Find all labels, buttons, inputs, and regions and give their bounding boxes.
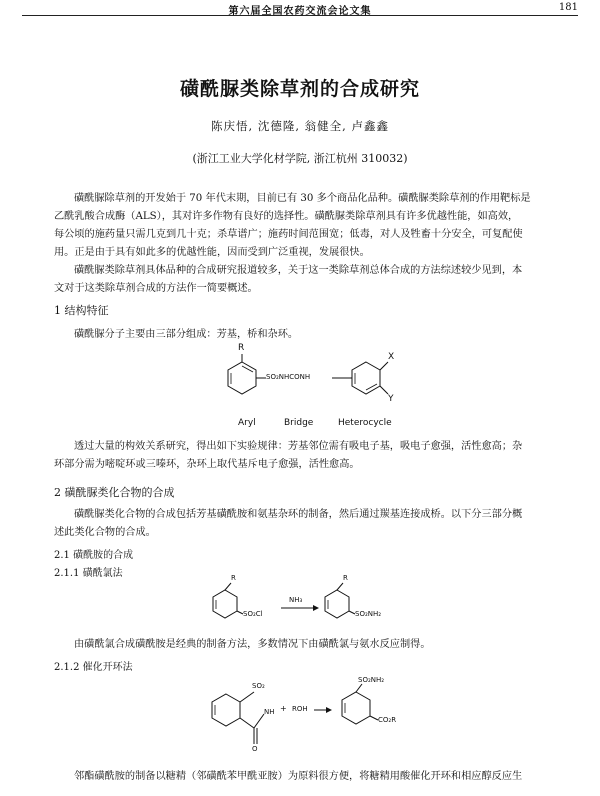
subsection-2-1-1-heading: 2.1.1 磺酰氯法 (54, 568, 123, 579)
scheme1-so2cl: SO₂Cl (243, 610, 263, 618)
section-1-heading: 1 结构特征 (54, 304, 109, 317)
running-header (22, 0, 578, 16)
text-line: 文对于这类除草剂合成的方法作一简要概述。 (54, 283, 258, 294)
label-heterocycle: Heterocycle (338, 418, 392, 428)
text-line: 乙酰乳酸合成酶（ALS），其对许多作物有良好的选择性。磺酰脲类除草剂具有许多优越性能，如高效， (54, 211, 519, 222)
subsection-2-1-2-heading: 2.1.2 催化开环法 (54, 662, 133, 673)
benzene-ring (228, 362, 256, 394)
section-2-heading: 2 磺酰脲类化合物的合成 (54, 486, 175, 499)
text-line: 由磺酰氯合成磺酰胺是经典的制备方法，多数情况下由磺酰氯与氨水反应制得。 (74, 639, 431, 650)
saccharin-ring-opening-scheme (208, 672, 408, 760)
section-2-paragraph-1 (54, 506, 550, 542)
section-1-paragraph-1 (54, 326, 550, 344)
text-line: 用。正是由于具有如此多的优越性能，因而受到广泛重视，发展很快。 (54, 247, 370, 258)
label-aryl: Aryl (238, 418, 256, 428)
text-line: 环部分需为嘧啶环或三嗪环，杂环上取代基斥电子愈强，活性愈高。 (54, 459, 360, 470)
intro-paragraph-1 (54, 190, 550, 262)
section-2-paragraph-2 (54, 636, 550, 654)
scheme2-roh: ROH (292, 705, 308, 713)
scheme2-so2nh2: SO₂NH₂ (358, 676, 385, 684)
scheme1-r-left: R (231, 574, 236, 582)
text-line: 磺酰脲分子主要由三部分组成：芳基，桥和杂环。 (74, 329, 299, 340)
journal-title: 第六届全国农药交流会论文集 (228, 6, 372, 17)
text-line: 透过大量的构效关系研究，得出如下实验规律：芳基邻位需有吸电子基，吸电子愈强，活性愈高；杂 (74, 441, 523, 452)
page-number: 181 (558, 2, 578, 13)
header-rule (22, 15, 578, 16)
text-line: 邻酯磺酰胺的制备以糖精（邻磺酰苯甲酰亚胺）为原料很方便，将糖精用酸催化开环和相应醇反应生 (74, 771, 523, 782)
scheme2-co2r: CO₂R (378, 716, 397, 724)
scheme1-so2nh2: SO₂NH₂ (355, 610, 382, 618)
scheme2-nh: NH (264, 708, 275, 716)
subsection-2-1-heading: 2.1 磺酰胺的合成 (54, 550, 134, 561)
substituent-y: Y (388, 394, 394, 404)
text-line: 磺酰脲类除草剂具体品种的合成研究报道较多，关于这一类除草剂总体合成的方法综述较少见到，本 (74, 265, 523, 276)
scheme1-r-right: R (343, 574, 348, 582)
sulfonyl-chloride-scheme (205, 574, 405, 626)
author-list: 陈庆悟, 沈德隆, 翁健全, 卢鑫鑫 (211, 119, 389, 133)
scheme1-reagent: NH₃ (289, 596, 303, 604)
label-bridge: Bridge (284, 418, 314, 428)
substituent-r: R (238, 343, 245, 353)
scheme2-o: O (252, 745, 258, 753)
substituent-x: X (388, 352, 395, 362)
paper-title: 磺酰脲类除草剂的合成研究 (179, 78, 420, 100)
affiliation: (浙江工业大学化材学院, 浙江杭州 310032) (192, 152, 408, 165)
text-line: 每公顷的施药量只需几克到几十克；杀草谱广；施药时间范围宽；低毒，对人及牲畜十分安全，可复配使 (54, 229, 523, 240)
text-line: 述此类化合物的合成。 (54, 527, 156, 538)
scheme2-so2: SO₂ (252, 682, 265, 690)
section-1-paragraph-2 (54, 438, 550, 474)
intro-paragraph-2 (54, 262, 550, 298)
text-line: 磺酰脲类化合物的合成包括芳基磺酰胺和氨基杂环的制备，然后通过羰基连接成桥。以下分三部分概 (74, 509, 523, 520)
pyrimidine-ring (352, 362, 380, 394)
bridge-group: SO₂NHCONH (266, 373, 311, 381)
sulfonylurea-structure-figure (218, 344, 408, 428)
section-2-last-line (54, 768, 550, 786)
scheme2-plus: + (280, 704, 287, 713)
text-line: 磺酰脲除草剂的开发始于 70 年代末期，目前已有 30 多个商品化品种。磺酰脲类除草剂的作用靶标是 (74, 193, 531, 204)
